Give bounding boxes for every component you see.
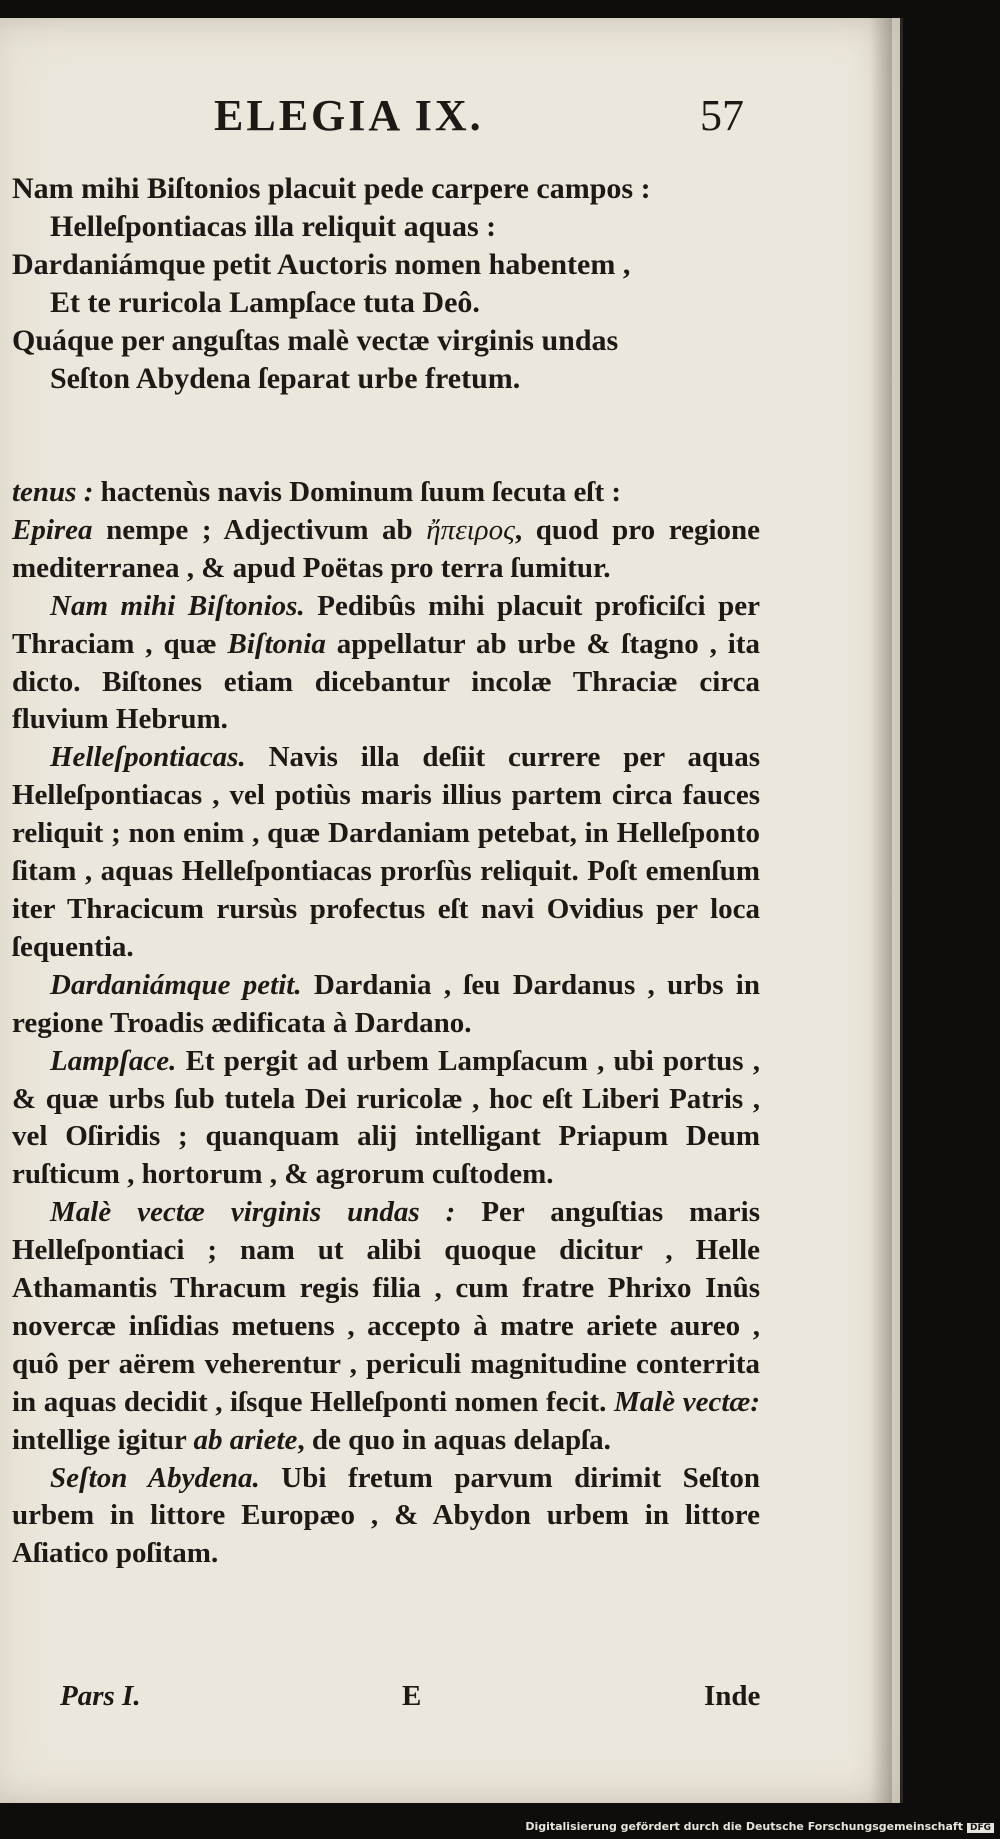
commentary-paragraph	[12, 588, 760, 740]
verse-line: Seſton Abydena ſeparat urbe fretum.	[50, 362, 521, 395]
lemma: Seſton Abydena.	[50, 1461, 260, 1494]
lemma: Dardaniámque petit.	[50, 968, 302, 1001]
lemma: Nam mihi Biſtonios.	[50, 589, 305, 622]
commentary-paragraph	[12, 739, 760, 966]
lemma: Lampſace.	[50, 1044, 177, 1077]
gloss-text: Navis illa deſiit currere per aquas Helleſpontiacas , vel potiùs maris illius partem circa fauces reliquit ; non enim , quæ Dardaniam petebat, in Helleſponto ſitam , aquas Helleſpontiacas prorſùs reliquit. Poſt emenſum iter Thracicum rursùs profectus eſt navi Ovidius per loca ſequentia.	[12, 741, 760, 963]
running-title: ELEGIA IX.	[214, 91, 484, 140]
catchword: Inde	[704, 1680, 761, 1712]
lemma: Malè vectæ virginis undas :	[50, 1196, 456, 1229]
italic-term: Malè vectæ:	[613, 1385, 760, 1418]
lemma: Helleſpontiacas.	[50, 741, 246, 774]
gloss-text: hactenùs navis Dominum ſuum ſecuta eſt :	[93, 476, 622, 508]
italic-term: Biſtonia	[227, 627, 326, 660]
verse-line: Dardaniámque petit Auctoris nomen habentem ,	[12, 248, 631, 281]
commentary-paragraph	[12, 474, 760, 512]
gloss-text: Ubi fretum parvum dirimit Seſton urbem in littore Europæo , & Abydon urbem in littore Aſiatico poſitam.	[12, 1461, 760, 1570]
italic-term: ab ariete	[193, 1423, 298, 1456]
verse-line: Nam mihi Biſtonios placuit pede carpere campos :	[12, 172, 651, 205]
greek-word: ἤπειρος	[426, 513, 515, 546]
lemma: Epirea	[12, 513, 93, 546]
lemma: tenus :	[12, 476, 94, 508]
verse-block	[12, 170, 872, 398]
digitization-credit	[525, 1820, 994, 1833]
verse-line: Helleſpontiacas illa reliquit aquas :	[50, 210, 497, 243]
gloss-text: , quod pro regione mediterranea , & apud Poëtas pro terra ſumitur.	[12, 513, 760, 584]
gloss-text: intellige igitur	[12, 1423, 194, 1456]
gloss-text: appellatur ab urbe & ſtagno , ita dicto. Biſtones etiam dicebantur incolæ Thraciæ circa fluvium Hebrum.	[12, 627, 760, 736]
running-header	[0, 90, 900, 150]
book-page	[0, 18, 903, 1803]
commentary-paragraph	[12, 1460, 760, 1574]
commentary-paragraph	[12, 512, 760, 588]
page-gutter-shadow	[870, 18, 892, 1803]
signature-mark: E	[402, 1680, 422, 1712]
commentary-paragraph	[12, 1043, 760, 1195]
credit-text: Digitalisierung gefördert durch die Deutsche Forschungsgemeinschaft	[525, 1820, 963, 1833]
commentary-paragraph	[12, 967, 760, 1043]
commentary-block	[12, 474, 760, 1573]
verse-line: Quáque per anguſtas malè vectæ virginis undas	[12, 324, 619, 357]
verse-line: Et te ruricola Lampſace tuta Deô.	[50, 286, 480, 319]
gloss-text: , de quo in aquas delapſa.	[297, 1423, 611, 1456]
page-footer	[12, 1680, 772, 1720]
page-number: 57	[700, 91, 744, 140]
gloss-text: Per anguſtias maris Helleſpontiaci ; nam ut alibi quoque dicitur , Helle Athamantis Thracum regis filia , cum fratre Phrixo Inûs novercæ inſidias metuens , accepto à matre ariete aureo , quô per aërem veherentur , periculi magnitudine conterrita in aquas decidit , iſsque Helleſponti nomen fecit.	[12, 1196, 760, 1418]
gloss-text: Dardania , ſeu Dardanus , urbs in regione Troadis ædificata à Dardano.	[12, 968, 760, 1039]
gloss-text: Pedibûs mihi placuit proficiſci per Thraciam , quæ	[12, 589, 760, 660]
gloss-text: Et pergit ad urbem Lampſacum , ubi portus , & quæ urbs ſub tutela Dei ruricolæ , hoc eſt Liberi Patris , vel Oſiridis ; quanquam alij intelligant Priapum Deum ruſticum , hortorum , & agrorum cuſtodem.	[12, 1044, 760, 1191]
dfg-logo-icon: DFG	[967, 1823, 994, 1833]
commentary-paragraph	[12, 1194, 760, 1459]
signature-part: Pars I.	[60, 1680, 141, 1712]
gloss-text: nempe ; Adjectivum ab	[92, 513, 427, 546]
